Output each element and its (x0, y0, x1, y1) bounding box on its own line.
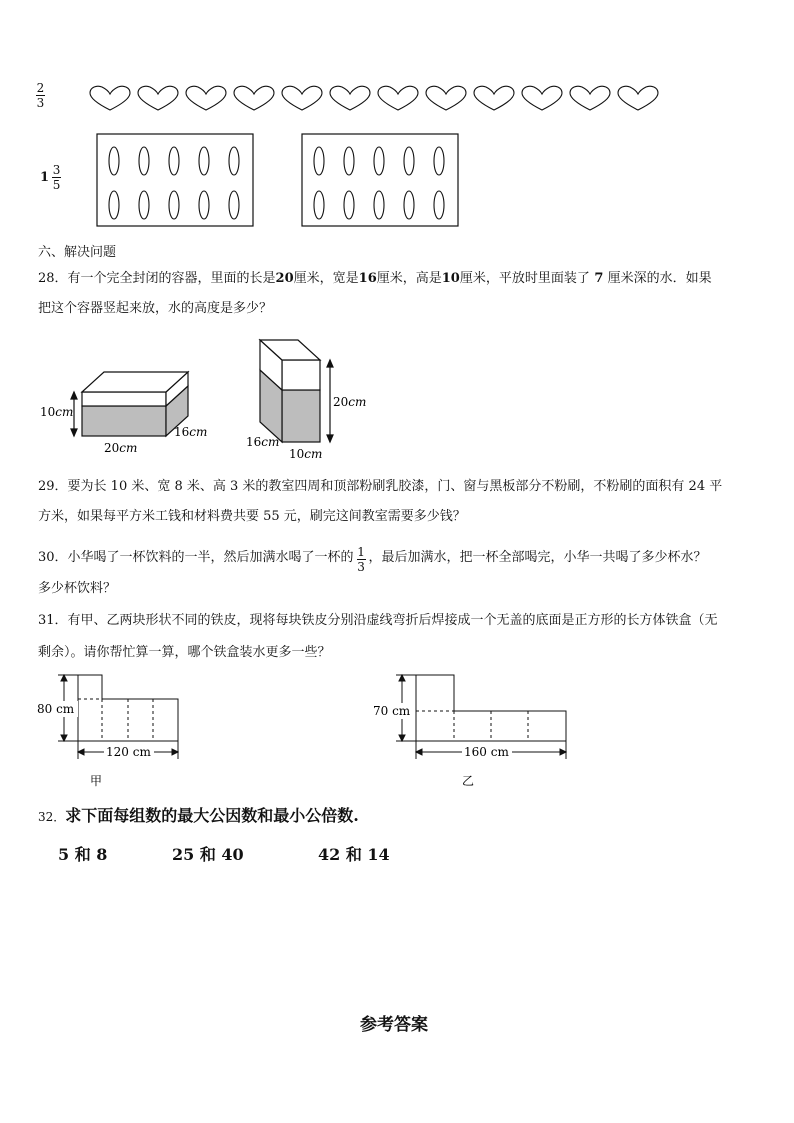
denominator: 5 (52, 178, 61, 192)
q31-figures (0, 665, 794, 795)
oval-boxes (0, 0, 794, 240)
q32-pair-1: 5 和 8 (58, 845, 108, 864)
answer-title: 参考答案 (360, 1015, 428, 1035)
yi-name: 乙 (462, 774, 475, 788)
oval-shape (169, 191, 179, 219)
denominator: 3 (36, 96, 45, 110)
q28-line1: 28．有一个完全封闭的容器，里面的长是20厘米，宽是16厘米，高是10厘米，平放时里面装了 7 厘米深的水．如果 (38, 271, 712, 286)
oval-shape (199, 147, 209, 175)
flat-box-height-label: 10cm (40, 405, 74, 419)
oval-shape (314, 147, 324, 175)
numerator: 2 (36, 81, 45, 95)
q30-line1: 30．小华喝了一杯饮料的一半，然后加满水喝了一杯的 1 3 ，最后加满水，把一杯全部喝完，小华一共喝了多少杯水？ (38, 545, 707, 574)
q32-pair-3: 42 和 14 (318, 845, 390, 864)
standing-box-depth-label: 10cm (289, 447, 323, 461)
flat-box (71, 372, 188, 436)
oval-shape (374, 147, 384, 175)
oval-shape (434, 147, 444, 175)
oval-shape (314, 191, 324, 219)
standing-box (260, 340, 333, 442)
oval-shape (199, 191, 209, 219)
q31-line1: 31．有甲、乙两块形状不同的铁皮，现将每块铁皮分别沿虚线弯折后焊接成一个无盖的底面是正方形的长方体铁盒（无 (38, 613, 718, 628)
q30-line2: 多少杯饮料？ (38, 581, 117, 596)
oval-shape (344, 147, 354, 175)
q30-fraction: 1 3 (357, 545, 365, 574)
oval-shape (139, 147, 149, 175)
yi-height-label: 70 cm (373, 704, 411, 718)
oval-shape (229, 191, 239, 219)
q29-line2: 方米，如果每平方米工钱和材料费共要 55 元，刷完这间教室需要多少钱？ (38, 509, 466, 524)
flat-box-width-label: 16cm (174, 425, 208, 439)
standing-box-height-label: 20cm (333, 395, 367, 409)
oval-shape (229, 147, 239, 175)
q32-pair-2: 25 和 40 (172, 845, 244, 864)
jia-height-label: 80 cm (37, 702, 75, 716)
oval-shape (169, 147, 179, 175)
section-title: 六、解决问题 (38, 245, 117, 260)
q31-line2: 剩余）。请你帮忙算一算，哪个铁盒装水更多一些？ (38, 645, 331, 660)
q28-figure (0, 330, 794, 465)
numerator: 3 (52, 163, 61, 177)
flat-box-length-label: 20cm (104, 441, 138, 455)
standing-box-width-label: 16cm (246, 435, 280, 449)
oval-shape (374, 191, 384, 219)
oval-shape (404, 191, 414, 219)
whole-part: 1 (40, 170, 50, 185)
oval-shape (404, 147, 414, 175)
yi-width-label: 160 cm (464, 745, 509, 759)
oval-shape (109, 191, 119, 219)
q29-line1: 29．要为长 10 米、宽 8 米、高 3 米的教室四周和顶部粉刷乳胶漆，门、窗与黑板部分不粉刷，不粉刷的面积有 24 平 (38, 479, 723, 494)
jia-width-label: 120 cm (106, 745, 151, 759)
oval-shape (139, 191, 149, 219)
oval-shape (434, 191, 444, 219)
oval-shape (109, 147, 119, 175)
jia-name: 甲 (90, 774, 103, 788)
oval-shape (344, 191, 354, 219)
q28-line2: 把这个容器竖起来放，水的高度是多少？ (38, 301, 273, 316)
q32-prompt: 32．求下面每组数的最大公因数和最小公倍数. (38, 806, 359, 825)
